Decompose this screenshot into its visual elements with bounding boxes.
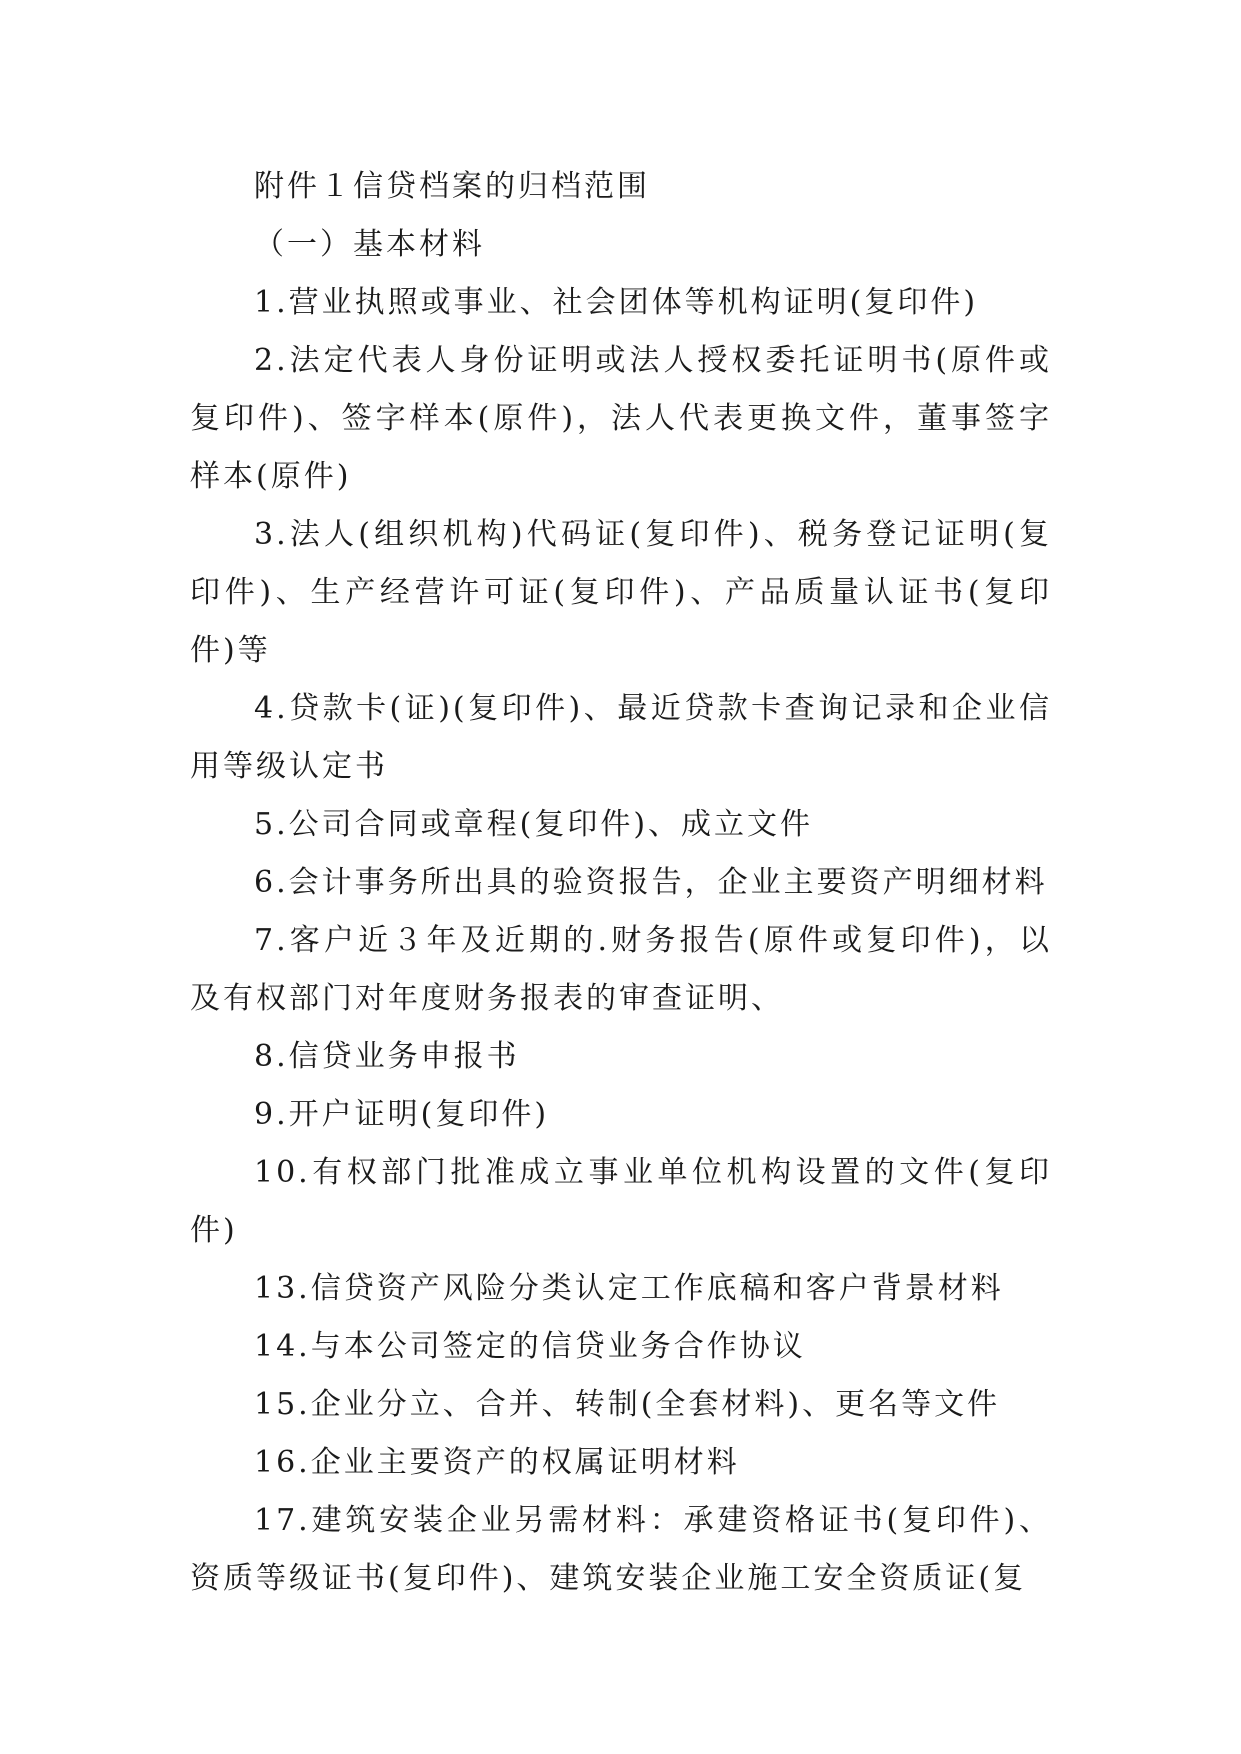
list-item: 14.与本公司签定的信贷业务合作协议 [254,1329,806,1364]
list-item: 3.法人(组织机构)代码证(复印件)、税务登记证明(复印件)、生产经营许可证(复印件)、产品质量认证书(复印件)等 [190,517,1052,668]
list-item: 1.营业执照或事业、社会团体等机构证明(复印件) [254,285,979,320]
list-item: 6.会计事务所出具的验资报告，企业主要资产明细材料 [254,865,1048,900]
list-item: 8.信贷业务申报书 [254,1039,520,1074]
list-item: 16.企业主要资产的权属证明材料 [254,1445,740,1480]
section-heading: （一）基本材料 [254,227,485,262]
list-item: 15.企业分立、合并、转制(全套材料)、更名等文件 [254,1387,1001,1422]
list-item: 13.信贷资产风险分类认定工作底稿和客户背景材料 [254,1271,1004,1306]
list-item: 7.客户近３年及近期的.财务报告(原件或复印件)，以及有权部门对年度财务报表的审查证明、 [190,923,1052,1016]
list-item: 9.开户证明(复印件) [254,1097,550,1132]
list-item: 10.有权部门批准成立事业单位机构设置的文件(复印件) [190,1155,1052,1248]
document-body [190,158,1052,1608]
list-item: 17.建筑安装企业另需材料：承建资格证书(复印件)、资质等级证书(复印件)、建筑安装企业施工安全资质证(复 [190,1503,1052,1596]
list-item: 5.公司合同或章程(复印件)、成立文件 [254,807,814,842]
list-item: 2.法定代表人身份证明或法人授权委托证明书(原件或复印件)、签字样本(原件)，法人代表更换文件，董事签字样本(原件) [190,343,1052,494]
document-title: 附件１信贷档案的归档范围 [254,169,650,204]
list-item: 4.贷款卡(证)(复印件)、最近贷款卡查询记录和企业信用等级认定书 [190,691,1052,784]
